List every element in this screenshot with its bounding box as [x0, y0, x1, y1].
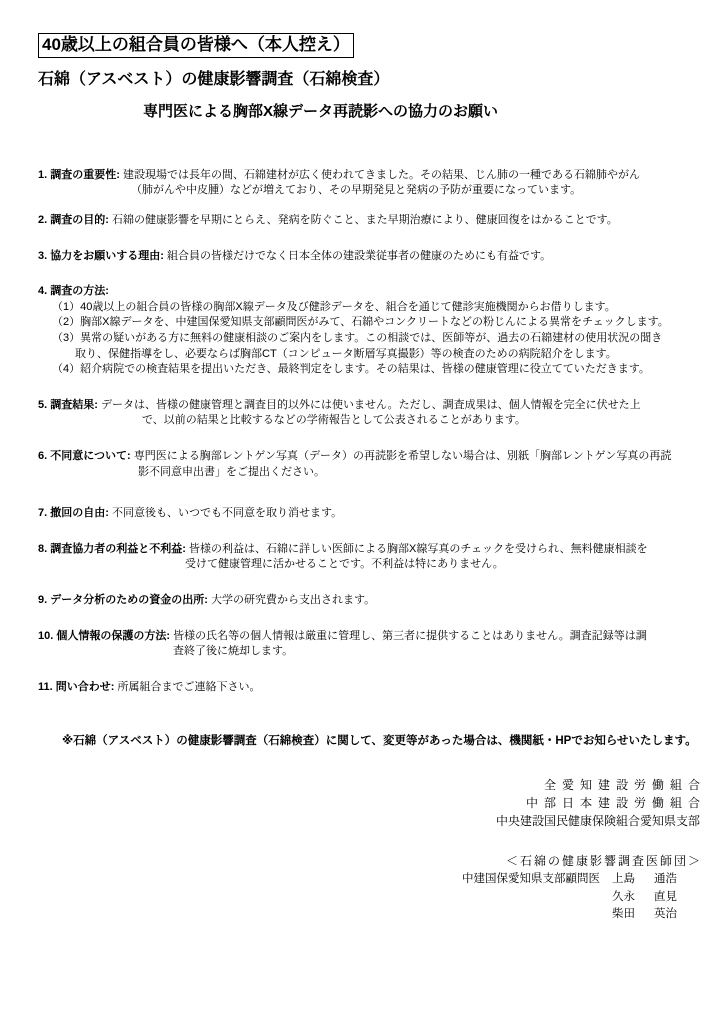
doctor-name: [612, 871, 700, 889]
section-text: 組合員の皆様だけでなく日本全体の建設業従事者の健康のためにも有益です。: [166, 249, 552, 262]
section-sub-item: （2）胸部X線データを、中建国保愛知県支部顧問医がみて、石綿やコンクリートなどの粉じんによる異常をチェックします。: [52, 316, 669, 329]
section-heading-line: [38, 593, 694, 609]
section-sub-continuation: 取り、保健指導をし、必要ならば胸部CT（コンピュータ断層写真撮影）等の検査のための病院紹介をします。: [75, 347, 617, 360]
section-label: 不同意について:: [50, 450, 131, 463]
organization-name: 中央建設国民健康保険組合愛知県支部: [495, 813, 700, 828]
section-heading-line: [38, 284, 694, 300]
page-title-boxed: 40歳以上の組合員の皆様へ（本人控え）: [38, 33, 354, 58]
section-item: [38, 629, 694, 660]
section-continuation: （肺がんや中皮腫）などが増えており、その早期発見と発病の予防が重要になっています。: [131, 184, 582, 197]
doctor-row: [0, 871, 700, 889]
section-number: 11.: [38, 680, 53, 693]
section-heading-line: [38, 629, 694, 645]
doctor-row: [0, 889, 700, 907]
section-label: 問い合わせ:: [55, 680, 115, 693]
section-label: データ分析のための資金の出所:: [50, 594, 208, 607]
section-item: [38, 168, 694, 199]
doctor-given-name: 直見: [654, 890, 677, 903]
section-text: 不同意後も、いつでも不同意を取り消せます。: [111, 507, 343, 520]
section-label: 調査の重要性:: [50, 168, 120, 181]
section-label: 協力をお願いする理由:: [50, 249, 164, 262]
subtitle-sub: 専門医による胸部X線データ再読影への協力のお願い: [143, 102, 499, 120]
subtitle-main: 石綿（アスベスト）の健康影響調査（石綿検査）: [38, 70, 390, 88]
section-number: 8.: [38, 542, 48, 555]
section-heading-line: [38, 506, 694, 522]
doctors-title: ＜石綿の健康影響調査医師団＞: [505, 853, 702, 868]
section-continuation: で、以前の結果と比較するなどの学術報告として公表されることがあります。: [142, 414, 526, 427]
section-number: 9.: [38, 594, 48, 607]
doctor-surname: 久永: [612, 890, 635, 903]
section-item: [38, 593, 694, 609]
section-heading-line: [38, 398, 694, 414]
section-sub-item: （3）異常の疑いがある方に無料の健康相談のご案内をします。この相談では、医師等が、過去の石綿建材の使用状況の聞き: [52, 332, 663, 344]
section-label: 個人情報の保護の方法:: [56, 629, 171, 642]
section-label: 調査の目的:: [50, 213, 109, 226]
section-item: [38, 506, 694, 522]
doctor-given-name: 通浩: [654, 872, 677, 885]
section-item: [38, 449, 694, 480]
section-item: [38, 284, 694, 378]
notice-text: ※石綿（アスベスト）の健康影響調査（石綿検査）に関して、変更等があった場合は、機関紙・HPでお知らせいたします。: [62, 734, 697, 747]
section-text: 皆様の利益は、石綿に詳しい医師による胸部X線写真のチェックを受けられ、無料健康相談を: [188, 542, 648, 555]
doctor-row: [0, 906, 700, 924]
signature-block: [0, 776, 724, 925]
section-number: 5.: [38, 398, 48, 411]
section-text: 建設現場では長年の間、石綿建材が広く使われてきました。その結果、じん肺の一種である石綿肺やがん: [122, 168, 640, 181]
section-number: 1.: [38, 168, 48, 181]
section-number: 2.: [38, 213, 48, 226]
section-continuation: 影不同意申出書」をご提出ください。: [138, 465, 325, 478]
doctor-name: [612, 889, 700, 907]
section-text: 石綿の健康影響を早期にとらえ、発病を防ぐこと、また早期治療により、健康回復をはかることです。: [111, 213, 618, 226]
doctor-given-name: 英治: [654, 908, 677, 921]
section-item: [38, 213, 694, 229]
section-number: 4.: [38, 285, 48, 298]
section-number: 10.: [38, 629, 54, 642]
doctors-block: [0, 852, 700, 925]
doctor-affiliation: 中建国保愛知県支部顧問医: [462, 872, 600, 885]
section-continuation: 受けて健康管理に活かせることです。不利益は特にありません。: [185, 558, 504, 571]
section-label: 撤回の自由:: [50, 507, 109, 520]
organization-name: [0, 794, 706, 812]
section-label: 調査協力者の利益と不利益:: [50, 542, 186, 555]
section-item: [38, 680, 694, 696]
section-continuation: 査終了後に焼却します。: [173, 645, 294, 658]
sections-list: [0, 168, 724, 696]
section-number: 3.: [38, 249, 48, 262]
section-item: [38, 249, 694, 265]
section-heading-line: [38, 680, 694, 696]
section-label: 調査結果:: [50, 398, 98, 411]
section-heading-line: [38, 249, 694, 265]
section-number: 6.: [38, 450, 48, 463]
doctor-surname: 上島: [612, 872, 635, 885]
section-text: 専門医による胸部レントゲン写真（データ）の再読影を希望しない場合は、別紙「胸部レントゲン写真の再読: [133, 450, 672, 463]
doctor-surname: 柴田: [612, 908, 635, 921]
section-text: 所属組合までご連絡下さい。: [117, 680, 261, 693]
doctor-name: [612, 906, 700, 924]
section-heading-line: [38, 213, 694, 229]
section-sub-item: （4）紹介病院での検査結果を提出いただき、最終判定をします。その結果は、皆様の健康管理に役立てていただきます。: [52, 363, 650, 376]
organization-label: 全愛知建設労働組合: [543, 777, 706, 792]
section-text: 皆様の氏名等の個人情報は厳重に管理し、第三者に提供することはありません。調査記録等は調: [173, 629, 647, 642]
section-number: 7.: [38, 507, 48, 520]
organization-label: 中部日本建設労働組合: [525, 795, 706, 810]
section-item: [38, 542, 694, 573]
section-text: データは、皆様の健康管理と調査目的以外には使いません。ただし、調査成果は、個人情報を完全に伏せた上: [100, 398, 641, 411]
section-heading-line: [38, 542, 694, 558]
document-header: [0, 0, 724, 121]
section-text: 大学の研究費から支出されます。: [210, 594, 376, 607]
section-heading-line: [38, 449, 694, 465]
section-item: [38, 398, 694, 429]
section-sub-item: （1）40歳以上の組合員の皆様の胸部X線データ及び健診データを、組合を通じて健診実施機関からお借りします。: [52, 300, 616, 313]
organization-name: [0, 776, 706, 794]
section-heading-line: [38, 168, 694, 184]
section-label: 調査の方法:: [50, 285, 109, 298]
